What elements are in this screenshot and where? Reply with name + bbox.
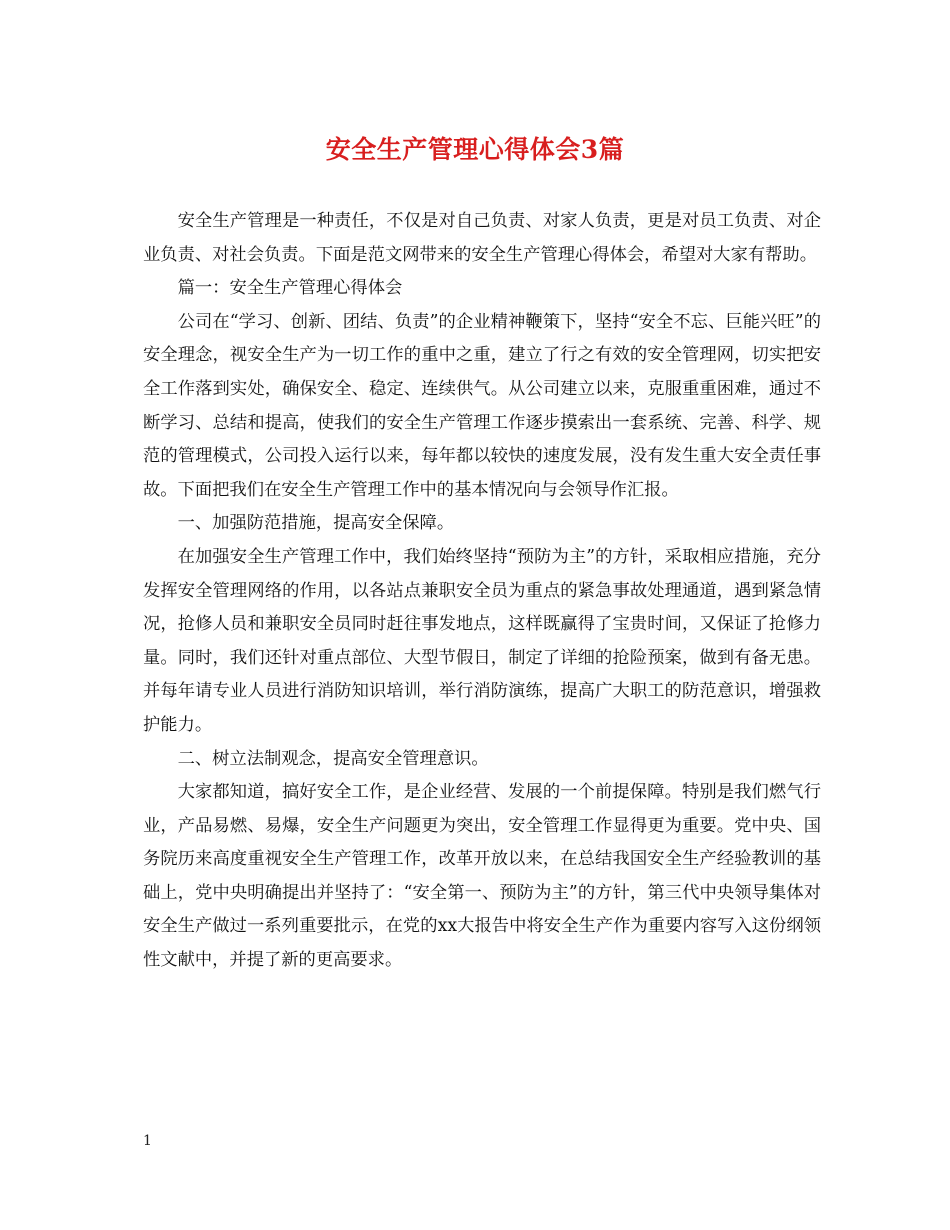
document-body [143,205,821,978]
intro-paragraph: 安全生产管理是一种责任，不仅是对自己负责、对家人负责，更是对员工负责、对企业负责、对社会负责。下面是范文网带来的安全生产管理心得体会，希望对大家有帮助。 [143,211,821,265]
section-heading-part-one: 篇一：安全生产管理心得体会 [177,278,403,299]
body-paragraph: 公司在“学习、创新、团结、负责”的企业精神鞭策下，坚持“安全不忘、巨能兴旺”的安全理念，视安全生产为一切工作的重中之重，建立了行之有效的安全管理网，切实把安全工作落到实处，确保安全、稳定、连续供气。从公司建立以来，克服重重困难，通过不断学习、总结和提高，使我们的安全生产管理工作逐步摸索出一套系统、完善、科学、规范的管理模式，公司投入运行以来，每年都以较快的速度发展，没有发生重大安全责任事故。下面把我们在安全生产管理工作中的基本情况向与会领导作汇报。 [143,311,821,500]
body-paragraph: 大家都知道，搞好安全工作，是企业经营、发展的一个前提保障。特别是我们燃气行业，产品易燃、易爆，安全生产问题更为突出，安全管理工作显得更为重要。党中央、国务院历来高度重视安全生产管理工作，改革开放以来，在总结我国安全生产经验教训的基础上，党中央明确提出并坚持了：“安全第一、预防为主”的方针，第三代中央领导集体对安全生产做过一系列重要批示，在党的xx大报告中将安全生产作为重要内容写入这份纲领性文献中，并提了新的更高要求。 [143,782,821,971]
page-number: 1 [143,1133,152,1149]
document-title: 安全生产管理心得体会3篇 [325,135,625,164]
body-paragraph: 在加强安全生产管理工作中，我们始终坚持“预防为主”的方针，采取相应措施，充分发挥安全管理网络的作用，以各站点兼职安全员为重点的紧急事故处理通道，遇到紧急情况，抢修人员和兼职安全员同时赶往事发地点，这样既赢得了宝贵时间，又保证了抢修力量。同时，我们还针对重点部位、大型节假日，制定了详细的抢险预案，做到有备无患。并每年请专业人员进行消防知识培训，举行消防演练，提高广大职工的防范意识，增强救护能力。 [143,546,821,735]
section-heading-one: 一、加强防范措施，提高安全保障。 [177,513,455,534]
section-heading-two: 二、树立法制观念，提高安全管理意识。 [177,748,489,769]
